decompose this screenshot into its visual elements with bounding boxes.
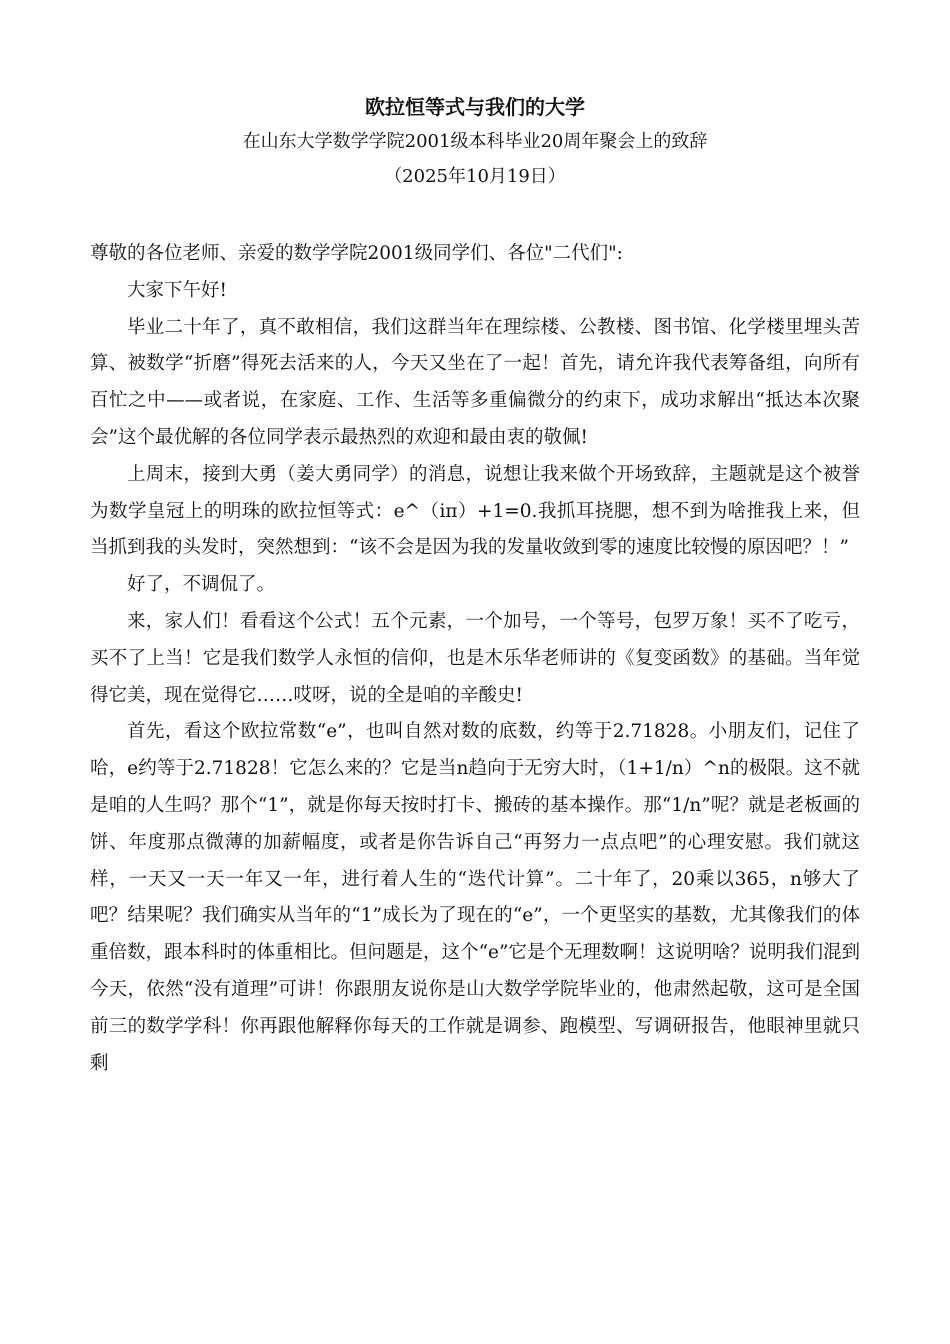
body-paragraph: 来，家人们！看看这个公式！五个元素，一个加号，一个等号，包罗万象！买不了吃亏，买不了上当！它是我们数学人永恒的信仰，也是木乐华老师讲的《复变函数》的基础。当年觉得它美，现在觉得它……哎呀，说的全是咱的辛酸史! xyxy=(90,610,860,706)
body-paragraph: 上周末，接到大勇（姜大勇同学）的消息，说想让我来做个开场致辞，主题就是这个被誉为数学皇冠上的明珠的欧拉恒等式：e^（iπ）+1=0.我抓耳挠腮，想不到为啥推我上来，但当抓到我的头发时，突然想到：“该不会是因为我的发量收敛到零的速度比较慢的原因吧？！” xyxy=(90,463,860,559)
speech-body xyxy=(90,236,860,1082)
body-paragraph: 毕业二十年了，真不敢相信，我们这群当年在理综楼、公教楼、图书馆、化学楼里埋头苦算、被数学“折磨”得死去活来的人，今天又坐在了一起！首先，请允许我代表筹备组，向所有百忙之中——或者说，在家庭、工作、生活等多重偏微分的约束下，成功求解出“抵达本次聚会”这个最优解的各位同学表示最热烈的欢迎和最由衷的敬佩! xyxy=(90,316,860,448)
document-date: （2025年10月19日） xyxy=(384,166,566,187)
document-title: 欧拉恒等式与我们的大学 xyxy=(365,95,585,119)
salutation-paragraph: 尊敬的各位老师、亲爱的数学学院2001级同学们、各位"二代们": xyxy=(90,243,623,264)
greeting-paragraph: 大家下午好! xyxy=(127,279,227,301)
body-paragraph: 好了，不调侃了。 xyxy=(127,574,276,596)
body-paragraph: 首先，看这个欧拉常数“e”，也叫自然对数的底数，约等于2.71828。小朋友们，记住了哈，e约等于2.71828！它怎么来的？它是当n趋向于无穷大时，（1+1/n）^n的极限。这不就是咱的人生吗？那个“1”，就是你每天按时打卡、搬砖的基本操作。那“1/n”呢？就是老板画的饼、年度那点微薄的加薪幅度，或者是你告诉自己“再努力一点点吧”的心理安慰。我们就这样，一天又一天一年又一年，进行着人生的“迭代计算”。二十年了，20乘以365，n够大了吧？结果呢？我们确实从当年的“1”成长为了现在的“e”，一个更坚实的基数，尤其像我们的体重倍数，跟本科时的体重相比。但问题是，这个“e”它是个无理数啊！这说明啥？说明我们混到今天，依然“没有道理”可讲！你跟朋友说你是山大数学学院毕业的，他肃然起敬，这可是全国前三的数学学科！你再跟他解释你每天的工作就是调参、跑模型、写调研报告，他眼神里就只剩 xyxy=(90,721,860,1074)
document-page xyxy=(90,92,860,1082)
document-subtitle: 在山东大学数学学院2001级本科毕业20周年聚会上的致辞 xyxy=(242,131,708,152)
